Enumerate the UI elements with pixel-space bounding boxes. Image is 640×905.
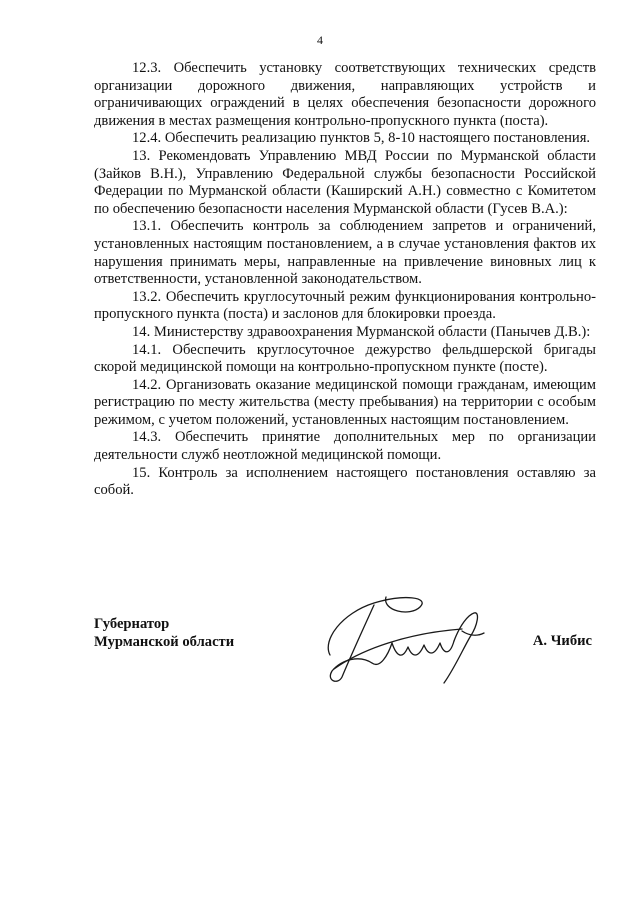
signer-name: А. Чибис: [532, 633, 592, 649]
page-number: 4: [317, 33, 323, 47]
paragraph-14-2: 14.2. Организовать оказание медицинской помощи гражданам, имеющим регистрацию по месту жительства (месту пребывания) на территории с особым режимом, с учетом положений, установленных настоящим постановлением.: [94, 376, 596, 428]
signatory-title-line-1: Губернатор: [94, 616, 170, 632]
handwritten-signature: [312, 585, 502, 695]
paragraph-13-2: 13.2. Обеспечить круглосуточный режим функционирования контрольно-пропускного пункта (поста) и заслонов для блокировки проезда.: [94, 288, 596, 323]
paragraph-13: 13. Рекомендовать Управлению МВД России по Мурманской области (Зайков В.Н.), Управлению Федеральной службы безопасности Российской Федерации по Мурманской области (Каширский А.Н.) совместно с Комитетом по обеспечению безопасности населения Мурманской области (Гусев В.А.):: [94, 147, 596, 217]
paragraph-13-1: 13.1. Обеспечить контроль за соблюдением запретов и ограничений, установленных настоящим постановлением, а в случае установления фактов их нарушения принимать меры, направленные на привлечение виновных лиц к ответственности, установленной законодательством.: [94, 218, 596, 288]
signature-block: [94, 615, 596, 705]
paragraph-14-1: 14.1. Обеспечить круглосуточное дежурство фельдшерской бригады скорой медицинской помощи на контрольно-пропускном пункте (посте).: [94, 341, 596, 376]
document-body: [94, 60, 596, 500]
paragraph-12-4: 12.4. Обеспечить реализацию пунктов 5, 8-10 настоящего постановления.: [132, 130, 591, 147]
signatory-title: [94, 615, 234, 651]
paragraph-14-3: 14.3. Обеспечить принятие дополнительных мер по организации деятельности служб неотложной медицинской помощи.: [94, 429, 596, 464]
paragraph-15: 15. Контроль за исполнением настоящего постановления оставляю за собой.: [94, 464, 596, 499]
paragraph-12-3: 12.3. Обеспечить установку соответствующих технических средств организации дорожного движения, направляющих устройств и ограничивающих ограждений в целях обеспечения безопасности дорожного движения в местах размещения контрольно-пропускного пункта (поста).: [94, 60, 596, 129]
signatory-title-line-2: Мурманской области: [94, 634, 235, 650]
paragraph-14: 14. Министерству здравоохранения Мурманской области (Панычев Д.В.):: [132, 323, 591, 340]
